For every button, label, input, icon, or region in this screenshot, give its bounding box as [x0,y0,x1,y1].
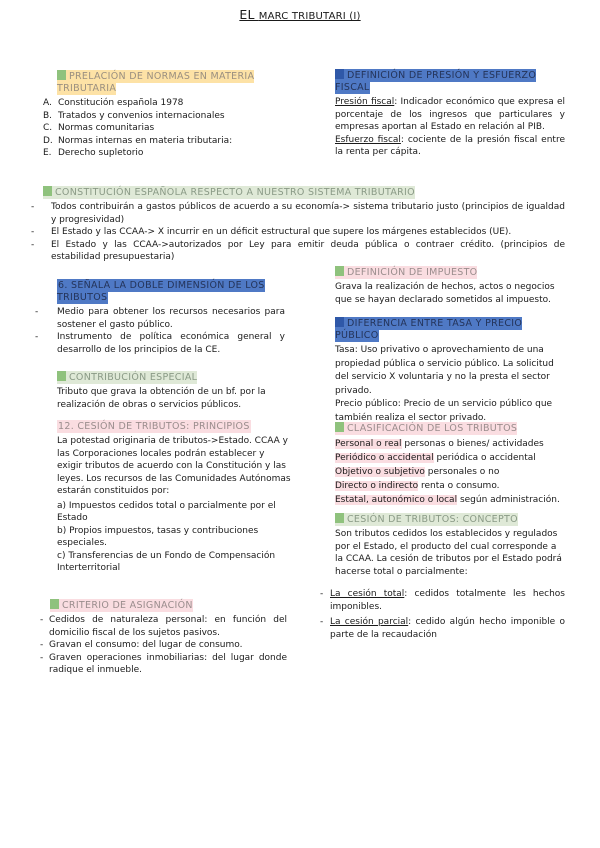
constitucion-heading: CONSTITUCIÓN ESPAÑOLA RESPECTO A NUESTRO SISTEMA TRIBUTARIO [55,187,415,198]
contribucion-text: Tributo que grava la obtención de un bf. por la realización de obras o servicios públicos. [57,387,266,410]
list-item: - El Estado y las CCAA-> X incurrir en un déficit estructural que supere los márgenes establecidos (UE). [31,227,512,237]
list-item: - La cesión parcial: cedido algún hecho imponible o parte de la recaudación [320,617,565,640]
clasificacion-list [335,437,565,507]
cesion-principios-heading: 12. CESIÓN DE TRIBUTOS: PRINCIPIOS [58,421,250,432]
heading-marker-icon [335,317,344,327]
list-item: Personal o real personas o bienes/ actividades [335,439,544,449]
section-cesion-principios [57,421,291,575]
section-diferencia [335,317,565,425]
list-item: D. Normas internas en materia tributaria: [43,135,233,146]
list-item: - Medio para obtener los recursos necesarios para sostener el gasto público. [35,307,285,330]
section-prelacion [43,70,283,160]
section-heading [43,186,565,199]
criterio-heading: CRITERIO DE ASIGNACIÓN [62,600,193,611]
section-heading [335,317,565,342]
heading-marker-icon [43,186,52,196]
list-item: - Cedidos de naturaleza personal: en función del domicilio fiscal de los sujetos pasivos. [40,615,287,638]
presion-heading: DEFINICIÓN DE PRESIÓN Y ESFUERZO FISCAL [335,70,537,93]
section-heading [35,280,285,304]
cesion-principios-text: La potestad originaria de tributos->Estado. CCAA y las Corporaciones locales podrán establecer y exigir tributos de acuerdo con la Constitución y las leyes. Los recursos de las Comunidades Autónomas estarán constituidos por: [57,436,291,496]
section-contribucion [57,371,285,411]
section-heading [57,421,291,433]
list-item: Estatal, autonómico o local según administración. [335,495,560,505]
precio-text: Precio público: Precio de un servicio público que también realiza el sector privado. [335,399,553,423]
presion-definition: Presión fiscal: Indicador económico que expresa el porcentaje de los ingresos que particulares y empresas aportan al Estado en relación al PIB. [335,97,565,132]
list-item: b) Propios impuestos, tasas y contribuciones especiales. [57,525,259,548]
list-item: - Todos contribuirán a gastos públicos de acuerdo a su economía-> sistema tributario justo (principios de igualdad y progresividad) [31,202,565,225]
heading-marker-icon [50,599,59,609]
cesion-concepto-text: Son tributos cedidos los establecidos y regulados por el Estado, el producto del cual corresponde a la CCAA. La cesión de tributos por el Estado podrá hacerse total o parcialmente: [335,529,562,577]
cesion-concepto-list [320,588,565,641]
section-cesion-concepto [320,513,565,641]
prelacion-heading: PRELACIÓN DE NORMAS EN MATERIA TRIBUTARIA [57,71,255,94]
list-item: E. Derecho supletorio [43,148,144,158]
clasificacion-heading: CLASIFICACIÓN DE LOS TRIBUTOS [347,423,518,434]
list-item: Periódico o accidental periódica o accidental [335,453,536,463]
section-clasificacion [335,422,565,507]
tasa-text: Tasa: Uso privativo o aprovechamiento de una propiedad pública o servicio público. La solicitud del servicio X voluntaria y no la presta el sector privado. [335,345,554,396]
cesion-concepto-heading: CESIÓN DE TRIBUTOS: CONCEPTO [347,514,518,525]
list-item: B. Tratados y convenios internacionales [43,110,225,121]
list-item: a) Impuestos cedidos total o parcialmente por el Estado [57,500,276,523]
section-constitucion [31,186,565,264]
section-doble-dimension [35,280,285,356]
heading-marker-icon [335,69,344,79]
heading-marker-icon [335,266,344,276]
prelacion-list [43,97,283,160]
list-item: - Gravan el consumo: del lugar de consumo. [40,640,243,650]
section-definicion-impuesto [335,266,565,306]
impuesto-heading: DEFINICIÓN DE IMPUESTO [347,267,478,278]
list-item: A. Constitución española 1978 [43,98,184,108]
list-item: - Graven operaciones inmobiliarias: del lugar donde radique el inmueble. [40,652,287,675]
diferencia-heading: DIFERENCIA ENTRE TASA Y PRECIO PÚBLICO [335,318,523,341]
section-heading [57,371,285,384]
section-definicion-presion [335,69,565,159]
title-rest: MARC TRIBUTARI (I) [258,11,361,22]
section-heading [335,422,565,435]
heading-marker-icon [335,422,344,432]
section-criterio [40,599,287,677]
list-item: Directo o indirecto renta o consumo. [335,481,500,491]
heading-marker-icon [57,70,66,80]
list-item: - La cesión total: cedidos totalmente les hechos imponibles. [320,589,565,612]
contribucion-heading: CONTRIBUCIÓN ESPECIAL [69,372,198,383]
list-item: - El Estado y las CCAA->autorizados por Ley para emitir deuda pública o contraer crédito. (principios de estabilidad presupuestaria) [31,239,565,262]
page-title [0,7,600,22]
doble-list [35,306,285,356]
section-heading [43,70,283,95]
list-item: Objetivo o subjetivo personales o no [335,467,500,477]
section-heading [335,69,565,94]
impuesto-text: Grava la realización de hechos, actos o negocios que se hayan declarado sometidos al impuesto. [335,282,555,305]
constitucion-list [31,201,565,264]
doble-heading: 6. SEÑALA LA DOBLE DIMENSIÓN DE LOS TRIBUTOS [57,280,265,303]
title-prefix: EL [239,7,259,22]
section-heading [335,266,565,279]
heading-marker-icon [57,371,66,381]
heading-marker-icon [335,513,344,523]
section-heading [335,513,565,526]
esfuerzo-definition: Esfuerzo fiscal: cociente de la presión fiscal entre la renta per cápita. [335,134,565,157]
criterio-list [40,614,287,677]
cesion-principios-list [57,500,291,575]
list-item: - Instrumento de política económica general y desarrollo de los principios de la CE. [35,332,285,355]
list-item: C. Normas comunitarias [43,123,155,133]
section-heading [40,599,287,612]
list-item: c) Transferencias de un Fondo de Compensación Interterritorial [57,550,276,573]
